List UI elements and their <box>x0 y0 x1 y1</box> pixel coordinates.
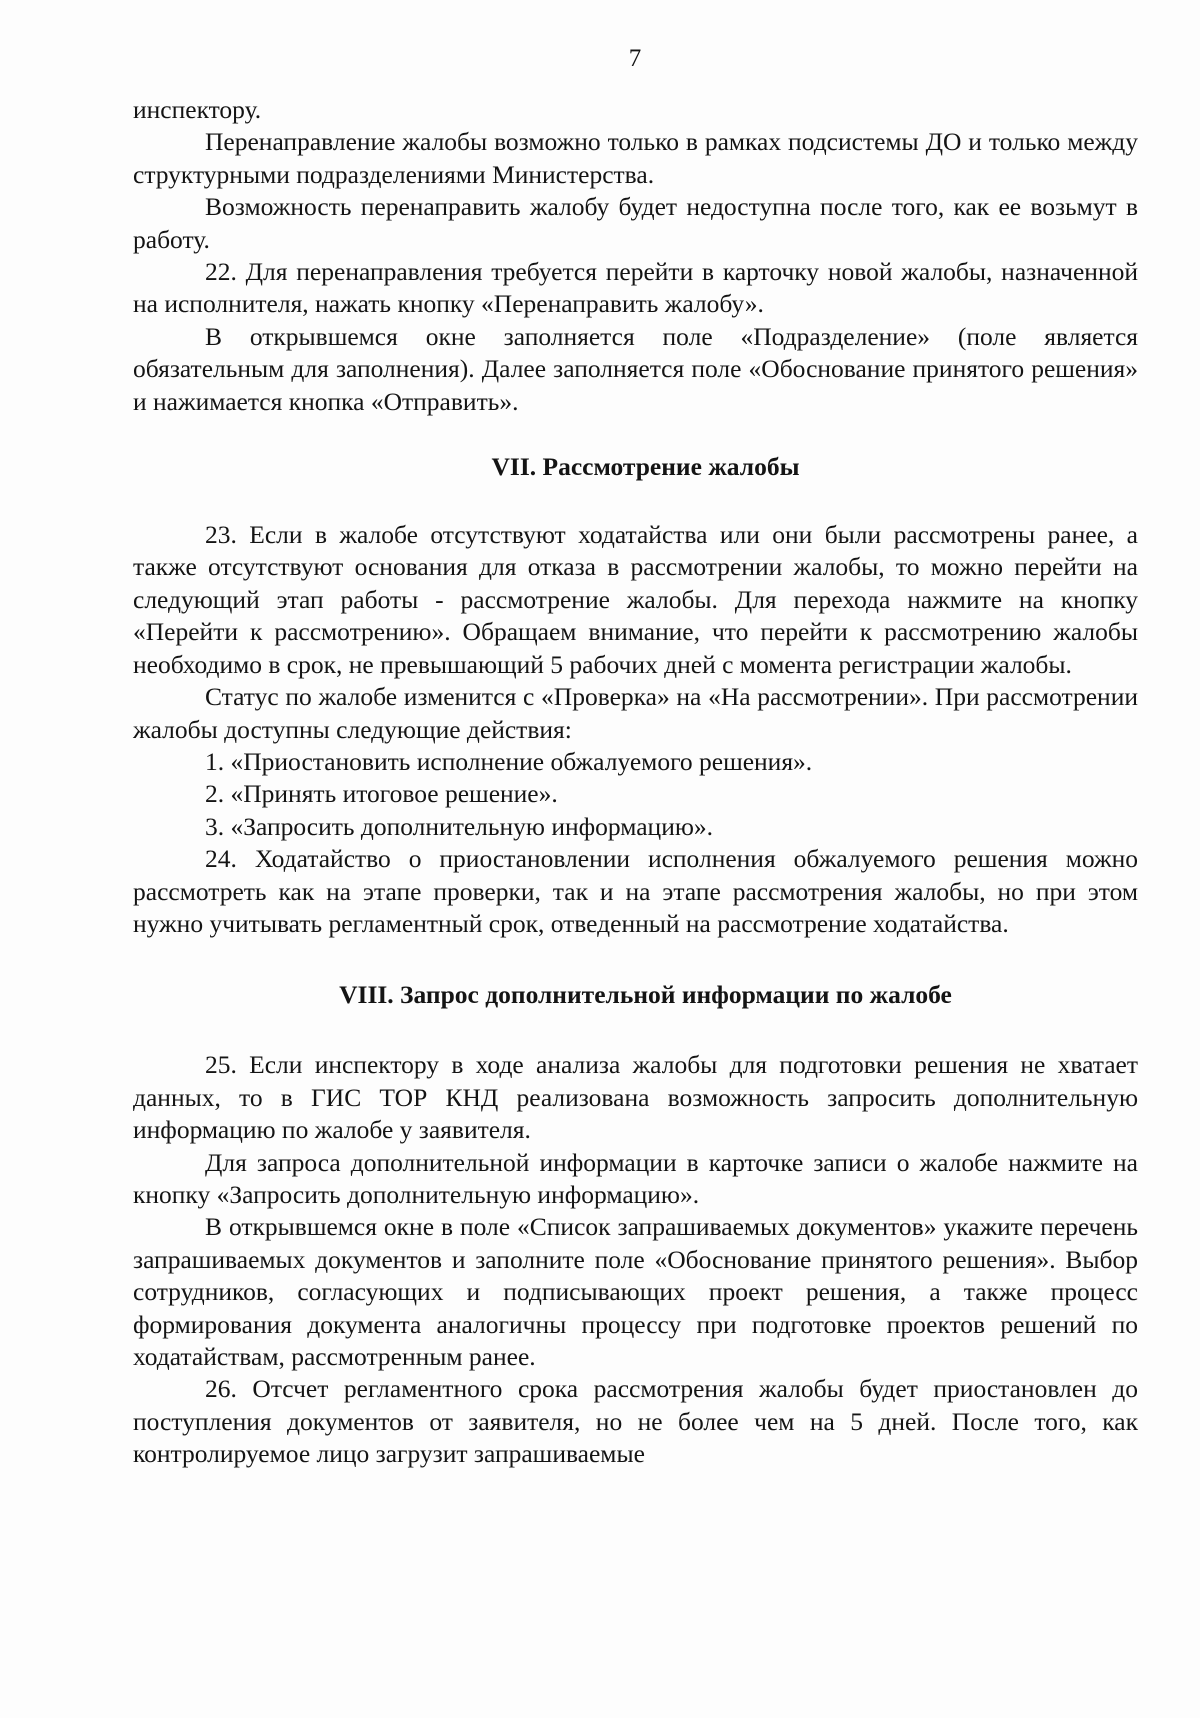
paragraph: Для запроса дополнительной информации в карточке записи о жалобе нажмите на кнопку «Запросить дополнительную информацию». <box>133 1147 1138 1209</box>
list-item: 1. «Приостановить исполнение обжалуемого решения». <box>205 746 813 776</box>
paragraph-22: 22. Для перенаправления требуется перейти в карточку новой жалобы, назначенной на исполнителя, нажать кнопку «Перенаправить жалобу». <box>133 257 1138 319</box>
paragraph-continuation: инспектору. <box>133 95 262 124</box>
page-number: 7 <box>628 45 642 72</box>
paragraph-23: 23. Если в жалобе отсутствуют ходатайства или они были рассмотрены ранее, а также отсутствуют основания для отказа в рассмотрении жалобы, то можно перейти на следующий этап работы - рассмотрение жалобы. Для перехода нажмите на кнопку «Перейти к рассмотрению». Обращаем внимание, что перейти к рассмотрению жалобы необходимо в срок, не превышающий 5 рабочих дней с момента регистрации жалобы. <box>133 520 1138 679</box>
section-heading-viii: VIII. Запрос дополнительной информации по жалобе <box>339 980 952 1010</box>
paragraph: В открывшемся окне заполняется поле «Подразделение» (поле является обязательным для заполнения). Далее заполняется поле «Обоснование принятого решения» и нажимается кнопка «Отправить». <box>133 321 1138 416</box>
paragraph: Перенаправление жалобы возможно только в рамках подсистемы ДО и только между структурными подразделениями Министерства. <box>133 127 1138 189</box>
list-item: 3. «Запросить дополнительную информацию». <box>205 811 714 841</box>
document-body <box>133 94 1138 1471</box>
paragraph: Статус по жалобе изменится с «Проверка» на «На рассмотрении». При рассмотрении жалобы доступны следующие действия: <box>133 682 1138 744</box>
paragraph: В открывшемся окне в поле «Список запрашиваемых документов» укажите перечень запрашиваемых документов и заполните поле «Обоснование принятого решения». Выбор сотрудников, согласующих и подписывающих проект решения, а также процесс формирования документа аналогичны процессу при подготовке проектов решений по ходатайствам, рассмотренным ранее. <box>133 1212 1138 1371</box>
paragraph-24: 24. Ходатайство о приостановлении исполнения обжалуемого решения можно рассмотреть как на этапе проверки, так и на этапе рассмотрения жалобы, но при этом нужно учитывать регламентный срок, отведенный на рассмотрение ходатайства. <box>133 844 1138 938</box>
section-heading-vii: VII. Рассмотрение жалобы <box>491 452 800 482</box>
paragraph-26: 26. Отсчет регламентного срока рассмотрения жалобы будет приостановлен до поступления документов от заявителя, но не более чем на 5 дней. После того, как контролируемое лицо загрузит запрашиваемые <box>133 1374 1138 1469</box>
paragraph-25: 25. Если инспектору в ходе анализа жалобы для подготовки решения не хватает данных, то в ГИС ТОР КНД реализована возможность запросить дополнительную информацию по жалобе у заявителя. <box>133 1050 1138 1145</box>
list-item: 2. «Принять итоговое решение». <box>205 779 558 809</box>
paragraph: Возможность перенаправить жалобу будет недоступна после того, как ее возьмут в работу. <box>133 192 1138 254</box>
